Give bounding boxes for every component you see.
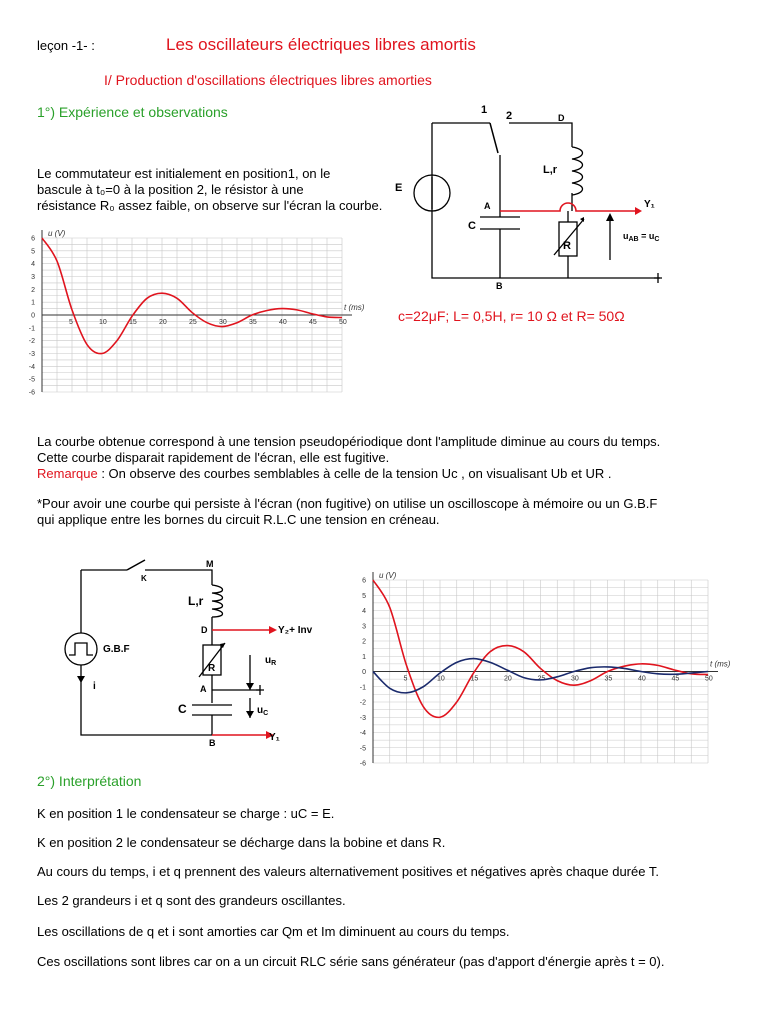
switch-pos-2-label: 2 bbox=[506, 110, 513, 122]
interpretation-line-2: K en position 2 le condensateur se décharge dans la bobine et dans R. bbox=[37, 835, 446, 850]
capacitor-label: C bbox=[468, 220, 476, 232]
chart2-y-tick: 5 bbox=[362, 592, 366, 600]
chart1-x-tick: 45 bbox=[309, 319, 317, 326]
remark-label: Remarque bbox=[37, 466, 98, 481]
y1-2-label: Y₁ bbox=[269, 732, 280, 743]
chart2-y-tick: -1 bbox=[359, 684, 366, 692]
chart1-y-tick: 0 bbox=[31, 312, 35, 320]
remark-line bbox=[37, 466, 611, 482]
page-title: Les oscillateurs électriques libres amortis bbox=[166, 35, 476, 54]
node-b-label: B bbox=[496, 281, 503, 291]
inductor2-label: L,r bbox=[188, 594, 204, 608]
chart-uc-1 bbox=[20, 222, 380, 402]
switch-pos-1-label: 1 bbox=[481, 104, 488, 116]
paragraph-line-1: La courbe obtenue correspond à une tension pseudopériodique dont l'amplitude diminue au cours du temps. bbox=[37, 434, 661, 449]
node-d2-label: D bbox=[201, 625, 208, 635]
interpretation-line-3: Au cours du temps, i et q prennent des valeurs alternativement positives et négatives après chaque durée T. bbox=[37, 864, 659, 879]
node-d-label: D bbox=[558, 113, 565, 123]
chart2-y-tick: -2 bbox=[359, 699, 366, 707]
intro-line-3: résistance R₀ assez faible, on observe sur l'écran la courbe. bbox=[37, 198, 383, 213]
chart1-x-tick: 25 bbox=[189, 319, 197, 326]
chart1-x-tick: 30 bbox=[219, 319, 227, 326]
section-title: I/ Production d'oscillations électriques libres amorties bbox=[104, 72, 432, 88]
chart1-y-tick: 3 bbox=[31, 274, 35, 281]
chart2-y-tick: -5 bbox=[359, 745, 366, 753]
chart2-x-tick: 30 bbox=[571, 675, 579, 683]
chart1-x-tick: 15 bbox=[129, 319, 137, 326]
emf-label: E bbox=[395, 182, 403, 194]
inductor-label: L,r bbox=[543, 164, 558, 176]
chart1-y-tick: -1 bbox=[28, 325, 35, 333]
part1-heading: 1°) Expérience et observations bbox=[37, 104, 228, 120]
chart2-x-tick: 20 bbox=[504, 675, 512, 683]
chart2-x-label: t (ms) bbox=[710, 659, 731, 669]
resistor2-label: R bbox=[208, 663, 216, 674]
chart2-x-tick: 15 bbox=[470, 675, 479, 683]
interpretation-line-5: Les oscillations de q et i sont amorties car Qm et Im diminuent au cours du temps. bbox=[37, 924, 510, 939]
chart1-y-tick: -4 bbox=[28, 363, 35, 371]
chart1-y-tick: -6 bbox=[28, 389, 35, 397]
interpretation-line-6: Ces oscillations sont libres car on a un circuit RLC série sans générateur (pas d'apport d'énergie après t = 0). bbox=[37, 954, 665, 969]
gbf-label: G.B.F bbox=[103, 644, 130, 655]
chart1-x-label: t (ms) bbox=[344, 303, 365, 312]
node-b2-label: B bbox=[209, 738, 216, 748]
chart2-y-tick: -4 bbox=[359, 730, 366, 737]
y2-label: Y₂+ Inv bbox=[278, 625, 313, 636]
paragraph2-line-2: qui applique entre les bornes du circuit R.L.C une tension en créneau. bbox=[37, 512, 440, 527]
resistor-label: R bbox=[563, 240, 571, 252]
node-m-label: M bbox=[206, 559, 214, 569]
chart1-y-tick: -5 bbox=[28, 376, 35, 384]
ur-label: $u_R$ bbox=[265, 655, 277, 667]
chart1-x-tick: 10 bbox=[99, 319, 107, 326]
chart2-y-label: u (V) bbox=[379, 571, 397, 580]
circuit-diagram-1 bbox=[380, 95, 680, 300]
chart2-x-tick: 10 bbox=[437, 675, 445, 683]
part2-heading: 2°) Interprétation bbox=[37, 773, 142, 789]
chart2-x-tick: 35 bbox=[604, 675, 613, 683]
chart1-y-tick: 2 bbox=[31, 286, 35, 294]
chart1-y-tick: 6 bbox=[31, 235, 35, 243]
chart1-x-tick: 20 bbox=[159, 319, 167, 326]
chart1-y-label: u (V) bbox=[48, 229, 66, 238]
lesson-number: leçon -1- : bbox=[37, 38, 95, 53]
chart2-x-tick: 25 bbox=[537, 675, 546, 683]
chart1-y-tick: -3 bbox=[28, 351, 35, 358]
chart2-x-tick: 50 bbox=[705, 675, 713, 683]
interpretation-line-4: Les 2 grandeurs i et q sont des grandeurs oscillantes. bbox=[37, 893, 346, 908]
chart1-y-tick: -2 bbox=[28, 338, 35, 346]
remark-text: : On observe des courbes semblables à celle de la tension Uc , on visualisant Ub et UR . bbox=[97, 466, 612, 481]
chart2-x-tick: 5 bbox=[403, 675, 408, 683]
chart2-y-tick: 2 bbox=[362, 638, 366, 646]
node-a2-label: A bbox=[200, 684, 207, 694]
uc-label: $u_C$ bbox=[257, 705, 269, 717]
chart2-y-tick: 0 bbox=[362, 669, 366, 676]
chart2-y-tick: 1 bbox=[362, 653, 366, 661]
chart2-y-tick: -6 bbox=[359, 760, 366, 768]
chart2-y-tick: 6 bbox=[362, 577, 366, 585]
intro-line-2: bascule à t₀=0 à la position 2, le résistor à une bbox=[37, 182, 304, 197]
y1-label: Y₁ bbox=[644, 199, 655, 210]
chart1-y-tick: 5 bbox=[31, 248, 35, 256]
capacitor2-label: C bbox=[178, 702, 187, 716]
chart1-y-tick: 1 bbox=[31, 299, 35, 307]
paragraph-line-2: Cette courbe disparait rapidement de l'écran, elle est fugitive. bbox=[37, 450, 390, 465]
chart2-y-tick: 4 bbox=[362, 608, 366, 615]
circuit-diagram-2 bbox=[55, 555, 345, 750]
chart2-x-tick: 40 bbox=[638, 675, 646, 683]
switch-k-label: K bbox=[141, 574, 147, 583]
current-i-label: i bbox=[93, 681, 96, 692]
node-a-label: A bbox=[484, 201, 491, 211]
chart2-x-tick: 45 bbox=[671, 675, 680, 683]
chart1-x-tick: 40 bbox=[279, 319, 287, 326]
chart1-x-tick: 35 bbox=[249, 319, 257, 326]
chart1-x-tick: 50 bbox=[339, 319, 347, 326]
chart1-y-tick: 4 bbox=[31, 261, 35, 269]
intro-line-1: Le commutateur est initialement en position1, on le bbox=[37, 166, 331, 181]
chart2-y-tick: -3 bbox=[359, 714, 366, 722]
chart2-y-tick: 3 bbox=[362, 623, 366, 631]
circuit-parameters: c=22μF; L= 0,5H, r= 10 Ω et R= 50Ω bbox=[398, 308, 625, 324]
chart-uc-ur bbox=[345, 560, 755, 770]
chart1-x-tick: 5 bbox=[69, 319, 73, 326]
uab-label: $u_{AB} = u_C$ bbox=[623, 231, 660, 243]
interpretation-line-1: K en position 1 le condensateur se charge : uC = E. bbox=[37, 806, 335, 821]
paragraph2-line-1: *Pour avoir une courbe qui persiste à l'écran (non fugitive) on utilise un oscilloscope à mémoire ou un G.B.F bbox=[37, 496, 658, 511]
